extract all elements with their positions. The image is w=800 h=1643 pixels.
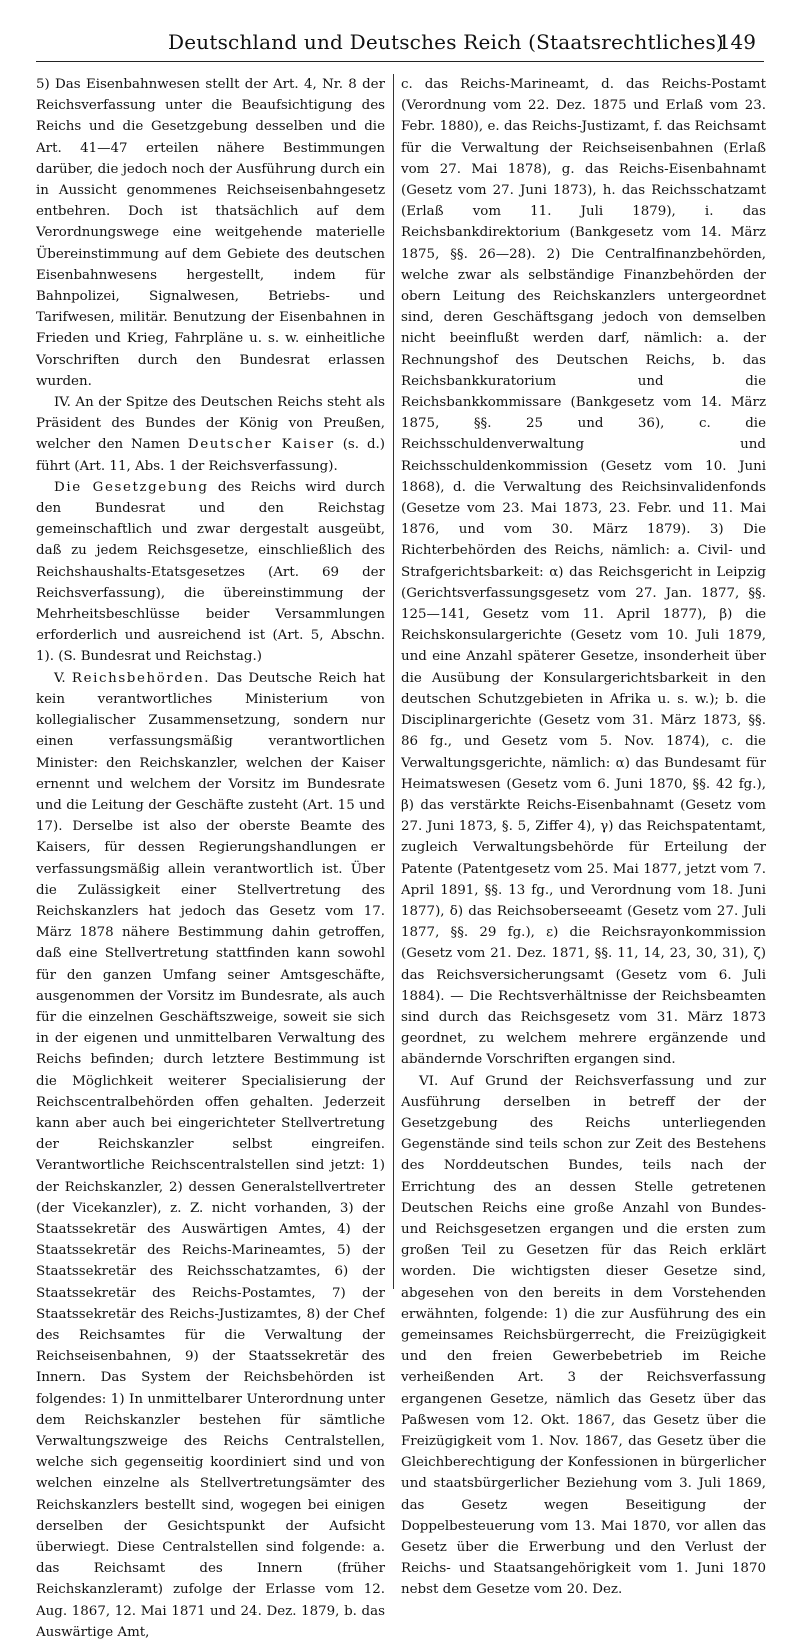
- page-number: 149: [717, 30, 756, 54]
- header-rule: [36, 61, 764, 62]
- paragraph-railways: 5) Das Eisenbahnwesen stellt der Art. 4, Nr. 8 der Reichsverfassung unter die Beaufsichtigung des Reichs und die Gesetzgebung desselben und die Art. 41—47 erteilen nähere Bestimmungen darüber, die jedoch noch der Ausführung durch ein in Aussicht genommenes Reichseisenbahngesetz entbehren. Doch ist thatsächlich auf dem Verordnungswege eine weitgehende materielle Übereinstimmung auf dem Gebiete des deutschen Eisenbahnwesens hergestellt, indem für Bahnpolizei, Signalwesen, Betriebs- und Tarifwesen, militär. Benutzung der Eisenbahnen in Frieden und Krieg, Fahrpläne u. s. w. einheitliche Vorschriften durch den Bundesrat erlassen wurden.: [36, 77, 385, 389]
- column-divider: [393, 74, 394, 1289]
- paragraph-authorities: [36, 668, 385, 1643]
- paragraph-laws: VI. Auf Grund der Reichsverfassung und zur Ausführung derselben in betreff der der Gesetzgebung des Reichs unterliegenden Gegenstände sind teils schon zur Zeit des Bestehens des Norddeutschen Bundes, teils nach der Errichtung des an dessen Stelle getretenen Deutschen Reichs eine große Anzahl von Bundes- und Reichsgesetzen ergangen und die ersten zum großen Teil zu Gesetzen für das Reich erklärt worden. Die wichtigsten dieser Gesetze sind, abgesehen von den bereits in dem Vorstehenden erwähnten, folgende: 1) die zur Ausführung des ein gemeinsames Reichsbürgerrecht, die Freizügigkeit und den freien Gewerbebetrieb im Reiche verheißenden Art. 3 der Reichsverfassung ergangenen Gesetze, nämlich das Gesetz über das Paßwesen vom 12. Okt. 1867, das Gesetz über die Freizügigkeit vom 1. Nov. 1867, das Gesetz über die Gleichberechtigung der Konfessionen in bürgerlicher und staatsbürgerlicher Beziehung vom 3. Juli 1869, das Gesetz wegen Beseitigung der Doppelbesteuerung vom 13. Mai 1870, vor allen das Gesetz über die Erwerbung und den Verlust der Reichs- und Staatsangehörigkeit vom 1. Juni 1870 nebst dem Gesetze vom 20. Dez.: [401, 1073, 766, 1598]
- paragraph-emperor-tail: (s. d.) führt (Art. 11, Abs. 1 der Reichsverfassung).: [36, 437, 385, 474]
- term-gesetzgebung: Die Gesetzgebung: [54, 479, 209, 495]
- paragraph-legislation: [36, 477, 385, 668]
- term-deutscher-kaiser: Deutscher Kaiser: [187, 437, 335, 453]
- left-column: [36, 74, 385, 1643]
- running-header: [36, 28, 764, 60]
- right-column: [401, 74, 766, 1601]
- section-number-v: V.: [54, 670, 72, 686]
- term-reichsbehoerden: Reichsbehörden.: [71, 670, 211, 686]
- paragraph-legislation-tail: des Reichs wird durch den Bundesrat und den Reichstag gemeinschaftlich und zwar dergestalt ausgeübt, daß zu jedem Reichsgesetze, einschließlich des Reichshaushalts-Etatsgesetzes (Art. 69 der Reichsverfassung), die übereinstimmung der Mehrheitsbeschlüsse beider Versammlungen erforderlich und ausreichend ist (Art. 5, Abschn. 1). (S. Bundesrat und Reichstag.): [36, 479, 385, 665]
- paragraph-emperor-text: IV. An der Spitze des Deutschen Reichs steht als Präsident des Bundes der König von Preußen, welcher den Namen: [36, 395, 385, 453]
- running-title: Deutschland und Deutsches Reich (Staatsrechtliches): [168, 30, 724, 54]
- paragraph-authorities-continued: c. das Reichs-Marineamt, d. das Reichs-Postamt (Verordnung vom 22. Dez. 1875 und Erlaß vom 23. Febr. 1880), e. das Reichs-Justizamt, f. das Reichsamt für die Verwaltung der Reichseisenbahnen (Erlaß vom 27. Mai 1878), g. das Reichs-Eisenbahnamt (Gesetz vom 27. Juni 1873), h. das Reichsschatzamt (Erlaß vom 11. Juli 1879), i. das Reichsbankdirektorium (Bankgesetz vom 14. März 1875, §§. 26—28). 2) Die Centralfinanzbehörden, welche zwar als selbständige Finanzbehörden der obern Leitung des Reichskanzlers untergeordnet sind, deren Geschäftsgang jedoch von demselben nicht beeinflußt werden darf, nämlich: a. der Rechnungshof des Deutschen Reichs, b. das Reichsbankkuratorium und die Reichsbankkommissare (Bankgesetz vom 14. März 1875, §§. 25 und 36), c. die Reichsschuldenverwaltung und Reichsschuldenkommission (Gesetz vom 10. Juni 1868), d. die Verwaltung des Reichsinvalidenfonds (Gesetze vom 23. Mai 1873, 23. Febr. und 11. Mai 1876, und vom 30. März 1879). 3) Die Richterbehörden des Reichs, nämlich: a. Civil- und Strafgerichtsbarkeit: α) das Reichsgericht in Leipzig (Gerichtsverfassungsgesetz vom 27. Jan. 1877, §§. 125—141, Gesetz vom 11. April 1877), β) die Reichskonsulargerichte (Gesetz vom 10. Juli 1879, und eine Anzahl späterer Gesetze, insonderheit über die Ausübung der Konsulargerichtsbarkeit in den deutschen Schutzgebieten in Afrika u. s. w.); b. die Disciplinargerichte (Gesetz vom 31. März 1873, §§. 86 fg., und Gesetz vom 5. Nov. 1874), c. die Verwaltungsgerichte, nämlich: α) das Bundesamt für Heimatswesen (Gesetz vom 6. Juni 1870, §§. 42 fg.), β) das verstärkte Reichs-Eisenbahnamt (Gesetz vom 27. Juni 1873, §. 5, Ziffer 4), γ) das Reichspatentamt, zugleich Verwaltungsbehörde für Erteilung der Patente (Patentgesetz vom 25. Mai 1877, jetzt vom 7. April 1891, §§. 13 fg., und Verordnung vom 18. Juni 1877), δ) das Reichsoberseeamt (Gesetz vom 27. Juli 1877, §§. 29 fg.), ε) die Reichsrayonkommission (Gesetz vom 21. Dez. 1871, §§. 11, 14, 23, 30, 31), ζ) das Reichsversicherungsamt (Gesetz vom 6. Juli 1884). — Die Rechtsverhältnisse der Reichsbeamten sind durch das Reichsgesetz vom 31. März 1873 geordnet, zu welchem mehrere ergänzende und abändernde Vorschriften ergangen sind.: [401, 77, 766, 1068]
- paragraph-authorities-tail: Das Deutsche Reich hat kein verantwortliches Ministerium von kollegialischer Zusammensetzung, sondern nur einen verfassungsmäßig verantwortlichen Minister: den Reichskanzler, welchen der Kaiser ernennt und welchem der Vorsitz im Bundesrate und die Leitung der Geschäfte zusteht (Art. 15 und 17). Derselbe ist also der oberste Beamte des Kaisers, für dessen Regierungshandlungen er verfassungsmäßig allein verantwortlich ist. Über die Zulässigkeit einer Stellvertretung des Reichskanzlers hat jedoch das Gesetz vom 17. März 1878 nähere Bestimmung dahin getroffen, daß eine Stellvertretung stattfinden kann sowohl für den ganzen Umfang seiner Amtsgeschäfte, ausgenommen der Vorsitz im Bundesrate, als auch für die einzelnen Geschäftszweige, soweit sie sich in der eigenen und unmittelbaren Verwaltung des Reichs befinden; durch letztere Bestimmung ist die Möglichkeit weiterer Specialisierung der Reichscentralbehörden offen gehalten. Jederzeit kann aber auch bei eingerichteter Stellvertretung der Reichskanzler selbst eingreifen. Verantwortliche Reichscentralstellen sind jetzt: 1) der Reichskanzler, 2) dessen Generalstellvertreter (der Vicekanzler), z. Z. nicht vorhanden, 3) der Staatssekretär des Auswärtigen Amtes, 4) der Staatssekretär des Reichs-Marineamtes, 5) der Staatssekretär des Reichsschatzamtes, 6) der Staatssekretär des Reichs-Postamtes, 7) der Staatssekretär des Reichs-Justizamtes, 8) der Chef des Reichsamtes für die Verwaltung der Reichseisenbahnen, 9) der Staatssekretär des Innern. Das System der Reichsbehörden ist folgendes: 1) In unmittelbarer Unterordnung unter dem Reichskanzler bestehen für sämtliche Verwaltungszweige des Reichs Centralstellen, welche sich gegenseitig koordiniert sind und von welchen einzelne als Stellvertretungsämter des Reichskanzlers bestellt sind, wogegen bei einigen derselben der Gesichtspunkt der Aufsicht überwiegt. Diese Centralstellen sind folgende: a. das Reichsamt des Innern (früher Reichskanzleramt) zufolge der Erlasse vom 12. Aug. 1867, 12. Mai 1871 und 24. Dez. 1879, b. das Auswärtige Amt,: [36, 670, 385, 1640]
- paragraph-emperor: [36, 392, 385, 477]
